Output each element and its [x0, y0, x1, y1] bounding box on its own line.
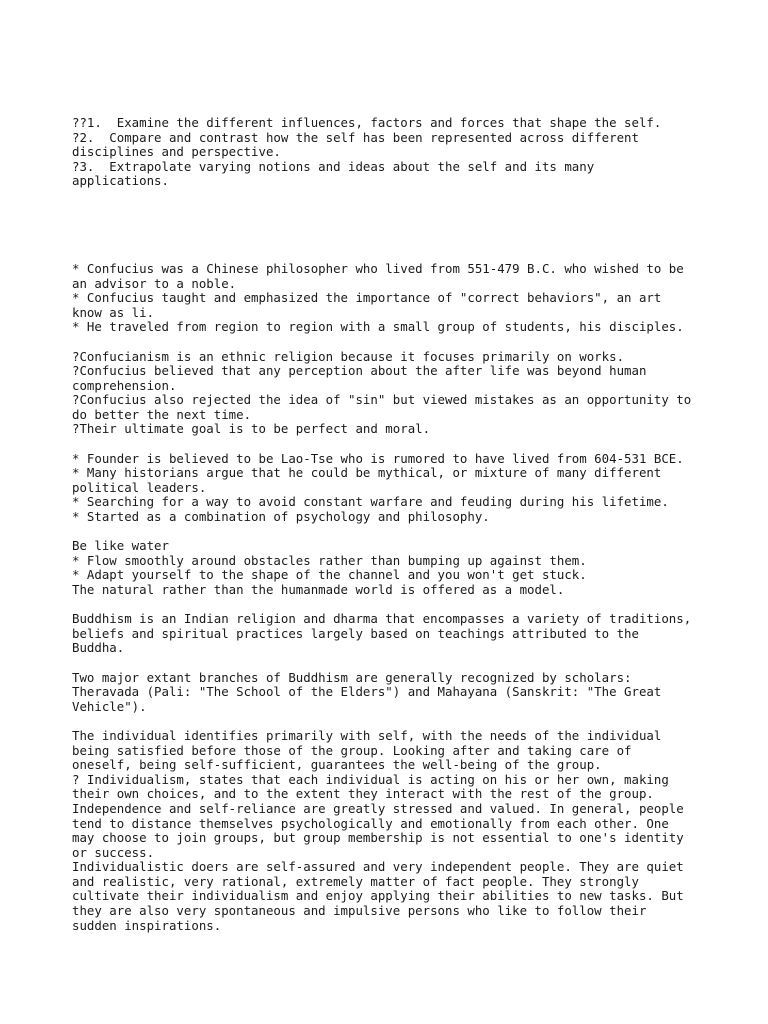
text-line: do better the next time. [72, 406, 252, 422]
text-line: ?Confucianism is an ethnic religion because it focuses primarily on works. [72, 348, 625, 364]
text-line: * Many historians argue that he could be mythical, or mixture of many different [72, 465, 662, 481]
learning-objectives [72, 116, 712, 189]
text-line: ?Their ultimate goal is to be perfect and moral. [72, 421, 431, 437]
text-line: ?Confucius also rejected the idea of "sin" but viewed mistakes as an opportunity to [72, 392, 692, 408]
text-line: cultivate their individualism and enjoy applying their abilities to new tasks. But [72, 888, 684, 904]
text-line: political leaders. [72, 479, 207, 495]
paragraph-taoism-founder [72, 452, 712, 525]
paragraph-confucius [72, 262, 712, 335]
spacer [72, 437, 712, 452]
text-line: * Confucius taught and emphasized the importance of "correct behaviors", an art [72, 290, 662, 306]
text-line: * Adapt yourself to the shape of the channel and you won't get stuck. [72, 567, 587, 583]
text-line: applications. [72, 173, 169, 189]
text-line: or success. [72, 844, 155, 860]
text-line: Theravada (Pali: "The School of the Elders") and Mahayana (Sanskrit: "The Great [72, 684, 662, 700]
text-line: Individualistic doers are self-assured and very independent people. They are quiet [72, 859, 684, 875]
text-line: * Founder is believed to be Lao-Tse who is rumored to have lived from 604-531 BCE. [72, 450, 684, 466]
text-line: and realistic, very rational, extremely matter of fact people. They strongly [72, 873, 639, 889]
text-line: ?Confucius believed that any perception about the after life was beyond human [72, 363, 647, 379]
spacer [72, 714, 712, 729]
text-line: ? Individualism, states that each individual is acting on his or her own, making [72, 771, 669, 787]
text-line: tend to distance themselves psychologically and emotionally from each other. One [72, 815, 669, 831]
text-line: The natural rather than the humanmade world is offered as a model. [72, 582, 565, 598]
text-line: ?2. Compare and contrast how the self has been represented across different [72, 129, 639, 145]
text-line: Buddha. [72, 640, 125, 656]
text-line: Two major extant branches of Buddhism are generally recognized by scholars: [72, 669, 632, 685]
text-line: comprehension. [72, 377, 177, 393]
text-line: * Searching for a way to avoid constant warfare and feuding during his lifetime. [72, 494, 669, 510]
text-line: * Confucius was a Chinese philosopher who lived from 551-479 B.C. who wished to be [72, 260, 684, 276]
spacer [72, 656, 712, 671]
text-line: being satisfied before those of the group. Looking after and taking care of [72, 742, 632, 758]
text-line: Vehicle"). [72, 698, 147, 714]
document-page [72, 116, 712, 933]
text-line: beliefs and spiritual practices largely based on teachings attributed to the [72, 625, 639, 641]
text-line: they are also very spontaneous and impulsive persons who like to follow their [72, 903, 647, 919]
text-line: ?3. Extrapolate varying notions and ideas about the self and its many [72, 158, 595, 174]
paragraph-buddhism [72, 612, 712, 656]
text-line: oneself, being self-sufficient, guarantees the well-being of the group. [72, 757, 602, 773]
paragraph-buddhism-branches [72, 671, 712, 715]
text-line: The individual identifies primarily with self, with the needs of the individual [72, 727, 662, 743]
text-line: Independence and self-reliance are greatly stressed and valued. In general, people [72, 800, 684, 816]
text-line: disciplines and perspective. [72, 144, 281, 160]
spacer [72, 598, 712, 613]
text-line: ??1. Examine the different influences, factors and forces that shape the self. [72, 115, 662, 130]
paragraph-individualism [72, 729, 712, 933]
text-line: * Started as a combination of psychology and philosophy. [72, 509, 490, 525]
text-line: their own choices, and to the extent they interact with the rest of the group. [72, 786, 654, 802]
text-line: sudden inspirations. [72, 917, 222, 933]
text-line: may choose to join groups, but group membership is not essential to one's identity [72, 830, 684, 846]
spacer [72, 247, 712, 262]
spacer [72, 335, 712, 350]
text-line: an advisor to a noble. [72, 275, 237, 291]
text-line: know as li. [72, 304, 155, 320]
paragraph-confucianism [72, 350, 712, 438]
text-line: Buddhism is an Indian religion and dharma that encompasses a variety of traditions, [72, 611, 692, 627]
text-line: Be like water [72, 538, 169, 554]
text-line: * He traveled from region to region with a small group of students, his disciples. [72, 319, 684, 335]
text-line: * Flow smoothly around obstacles rather than bumping up against them. [72, 552, 587, 568]
spacer [72, 189, 712, 247]
paragraph-be-like-water [72, 539, 712, 597]
spacer [72, 525, 712, 540]
